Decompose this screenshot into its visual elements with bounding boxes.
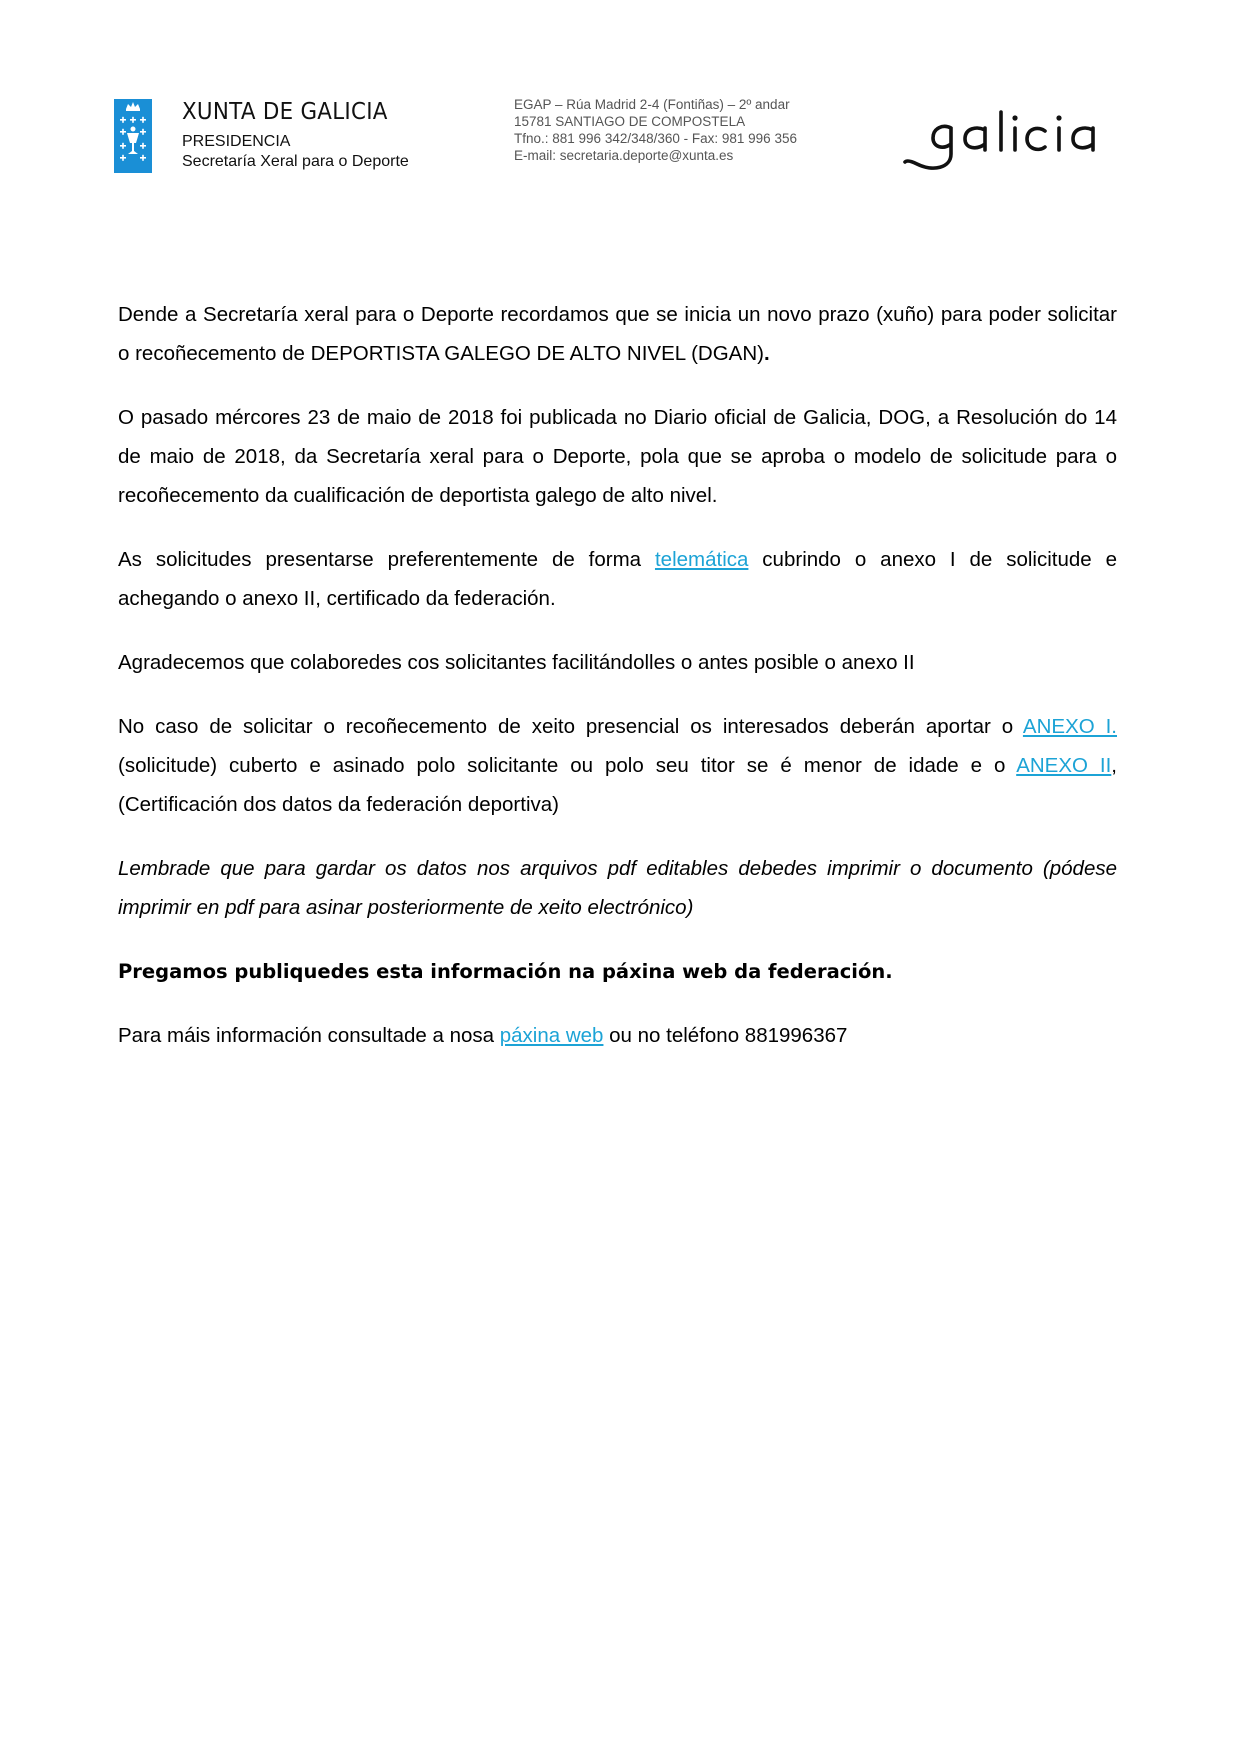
paragraph-end: .: [764, 342, 770, 365]
letter-body: [118, 295, 1117, 1080]
paragraph-thanks: Agradecemos que colaboredes cos solicitantes facilitándolles o antes posible o anexo II: [118, 651, 915, 674]
address-line: 15781 SANTIAGO DE COMPOSTELA: [514, 114, 746, 129]
telematica-link[interactable]: telemática: [654, 548, 749, 571]
xunta-logo: [112, 99, 408, 175]
email-line: E-mail: secretaria.deporte@xunta.es: [514, 148, 734, 163]
paragraph-reminder: Lembrade que para gardar os datos nos arquivos pdf editables debedes imprimir o documento (pódese imprimir en pdf para asinar posteriormente de xeito electrónico): [118, 857, 1117, 919]
paragraph-text: Para máis información consultade a nosa: [118, 1024, 500, 1047]
paragraph-in-person: [118, 707, 1117, 824]
web-page-link[interactable]: páxina web: [499, 1024, 604, 1047]
paragraph-text: , (Certificación dos datos da federación deportiva): [118, 754, 1117, 816]
org-subdepartment: Secretaría Xeral para o Deporte: [182, 153, 409, 170]
paragraph-text: Dende a Secretaría xeral para o Deporte recordamos que se inicia un novo prazo (xuño) para poder solicitar o recoñecemento de DEPORTISTA GALEGO DE ALTO NIVEL (DGAN): [118, 303, 1117, 365]
org-title: XUNTA DE GALICIA: [182, 99, 388, 125]
paragraph-text: cubrindo o anexo I de solicitude e achegando o anexo II, certificado da federación.: [118, 548, 1118, 610]
address-line: EGAP – Rúa Madrid 2-4 (Fontiñas) – 2º andar: [514, 97, 790, 112]
paragraph-publication: O pasado mércores 23 de maio de 2018 foi publicada no Diario oficial de Galicia, DOG, a Resolución do 14 de maio de 2018, da Secretaría xeral para o Deporte, pola que se aproba o modelo de solicitude para o recoñecemento da cualificación de deportista galego de alto nivel.: [118, 406, 1117, 507]
paragraph-request: Pregamos publiquedes esta información na páxina web da federación.: [118, 960, 893, 983]
paragraph-text: ou no teléfono 881996367: [603, 1024, 848, 1047]
letterhead: [0, 0, 1239, 200]
anexo-ii-link[interactable]: ANEXO II: [1016, 754, 1112, 777]
paragraph-more-info: [118, 1016, 1117, 1055]
paragraph-intro: [118, 295, 1117, 373]
org-department: PRESIDENCIA: [182, 133, 291, 150]
contact-address: [514, 96, 797, 164]
galicia-brand-logo: [903, 106, 1123, 178]
xunta-shield-icon: [114, 99, 152, 173]
paragraph-text: No caso de solicitar o recoñecemento de xeito presencial os interesados deberán aportar o: [118, 715, 1023, 738]
anexo-i-link[interactable]: ANEXO I.: [1022, 715, 1117, 738]
paragraph-text: (solicitude) cuberto e asinado polo solicitante ou polo seu titor se é menor de idade e o: [118, 754, 1017, 777]
paragraph-submission: [118, 540, 1117, 618]
paragraph-text: As solicitudes presentarse preferentemente de forma: [118, 548, 655, 571]
phone-line: Tfno.: 881 996 342/348/360 - Fax: 981 996 356: [514, 131, 797, 146]
